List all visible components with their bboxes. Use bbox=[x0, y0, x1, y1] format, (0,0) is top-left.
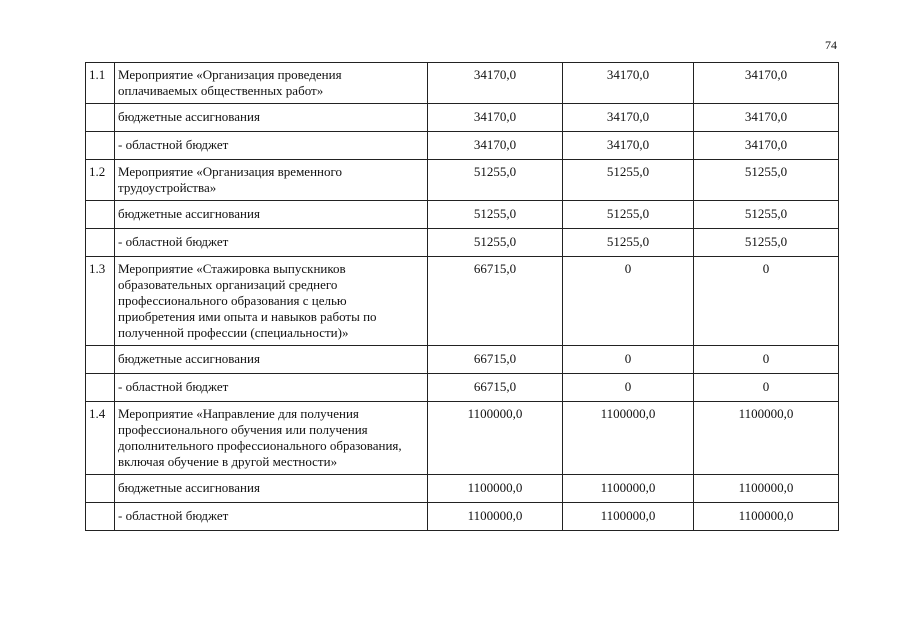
table-row bbox=[86, 257, 839, 346]
table-row bbox=[86, 132, 839, 160]
row-number bbox=[86, 104, 115, 132]
row-value-3: 34170,0 bbox=[694, 104, 839, 132]
row-value-3: 51255,0 bbox=[694, 201, 839, 229]
row-value-2: 51255,0 bbox=[563, 201, 694, 229]
row-value-1: 34170,0 bbox=[428, 63, 563, 104]
row-description: бюджетные ассигнования bbox=[115, 346, 428, 374]
page-number: 74 bbox=[825, 38, 837, 52]
row-value-1: 51255,0 bbox=[428, 160, 563, 201]
row-number: 1.3 bbox=[86, 257, 115, 346]
row-value-3: 0 bbox=[694, 346, 839, 374]
row-description: Мероприятие «Стажировка выпускников образовательных организаций среднего профессионального образования с целью приобретения ими опыта и навыков работы по полученной профессии (специальности)» bbox=[115, 257, 428, 346]
row-value-1: 34170,0 bbox=[428, 104, 563, 132]
row-value-2: 0 bbox=[563, 257, 694, 346]
table-row bbox=[86, 63, 839, 104]
table-row bbox=[86, 229, 839, 257]
table-row bbox=[86, 374, 839, 402]
budget-table bbox=[85, 62, 839, 531]
row-value-3: 1100000,0 bbox=[694, 402, 839, 475]
row-description: - областной бюджет bbox=[115, 503, 428, 531]
row-value-3: 51255,0 bbox=[694, 229, 839, 257]
row-value-1: 51255,0 bbox=[428, 201, 563, 229]
row-description: - областной бюджет bbox=[115, 374, 428, 402]
row-value-3: 34170,0 bbox=[694, 132, 839, 160]
row-number bbox=[86, 346, 115, 374]
table-row bbox=[86, 160, 839, 201]
row-value-1: 66715,0 bbox=[428, 346, 563, 374]
row-value-3: 0 bbox=[694, 374, 839, 402]
row-value-1: 66715,0 bbox=[428, 257, 563, 346]
row-value-2: 34170,0 bbox=[563, 104, 694, 132]
row-value-3: 1100000,0 bbox=[694, 475, 839, 503]
row-number bbox=[86, 374, 115, 402]
table-row bbox=[86, 201, 839, 229]
row-description: бюджетные ассигнования bbox=[115, 104, 428, 132]
row-description: Мероприятие «Направление для получения профессионального обучения или получения дополнительного профессионального образования, включая обучение в другой местности» bbox=[115, 402, 428, 475]
row-number: 1.4 bbox=[86, 402, 115, 475]
row-description: Мероприятие «Организация временного трудоустройства» bbox=[115, 160, 428, 201]
row-number bbox=[86, 201, 115, 229]
row-value-1: 34170,0 bbox=[428, 132, 563, 160]
row-description: бюджетные ассигнования bbox=[115, 475, 428, 503]
row-value-2: 1100000,0 bbox=[563, 402, 694, 475]
row-value-2: 34170,0 bbox=[563, 63, 694, 104]
row-number bbox=[86, 229, 115, 257]
row-value-1: 1100000,0 bbox=[428, 402, 563, 475]
row-value-2: 51255,0 bbox=[563, 160, 694, 201]
row-description: - областной бюджет bbox=[115, 132, 428, 160]
table-row bbox=[86, 346, 839, 374]
row-description: - областной бюджет bbox=[115, 229, 428, 257]
row-value-3: 0 bbox=[694, 257, 839, 346]
row-value-3: 34170,0 bbox=[694, 63, 839, 104]
row-number bbox=[86, 503, 115, 531]
row-value-2: 1100000,0 bbox=[563, 503, 694, 531]
row-value-1: 66715,0 bbox=[428, 374, 563, 402]
row-value-1: 1100000,0 bbox=[428, 475, 563, 503]
row-value-2: 0 bbox=[563, 346, 694, 374]
table-row bbox=[86, 402, 839, 475]
row-number bbox=[86, 475, 115, 503]
row-value-2: 1100000,0 bbox=[563, 475, 694, 503]
row-value-1: 1100000,0 bbox=[428, 503, 563, 531]
row-value-2: 0 bbox=[563, 374, 694, 402]
table-row bbox=[86, 503, 839, 531]
row-description: Мероприятие «Организация проведения оплачиваемых общественных работ» bbox=[115, 63, 428, 104]
row-value-3: 1100000,0 bbox=[694, 503, 839, 531]
row-value-2: 34170,0 bbox=[563, 132, 694, 160]
row-number bbox=[86, 132, 115, 160]
row-value-3: 51255,0 bbox=[694, 160, 839, 201]
row-value-1: 51255,0 bbox=[428, 229, 563, 257]
row-number: 1.1 bbox=[86, 63, 115, 104]
table-row bbox=[86, 475, 839, 503]
table-row bbox=[86, 104, 839, 132]
row-number: 1.2 bbox=[86, 160, 115, 201]
row-description: бюджетные ассигнования bbox=[115, 201, 428, 229]
row-value-2: 51255,0 bbox=[563, 229, 694, 257]
